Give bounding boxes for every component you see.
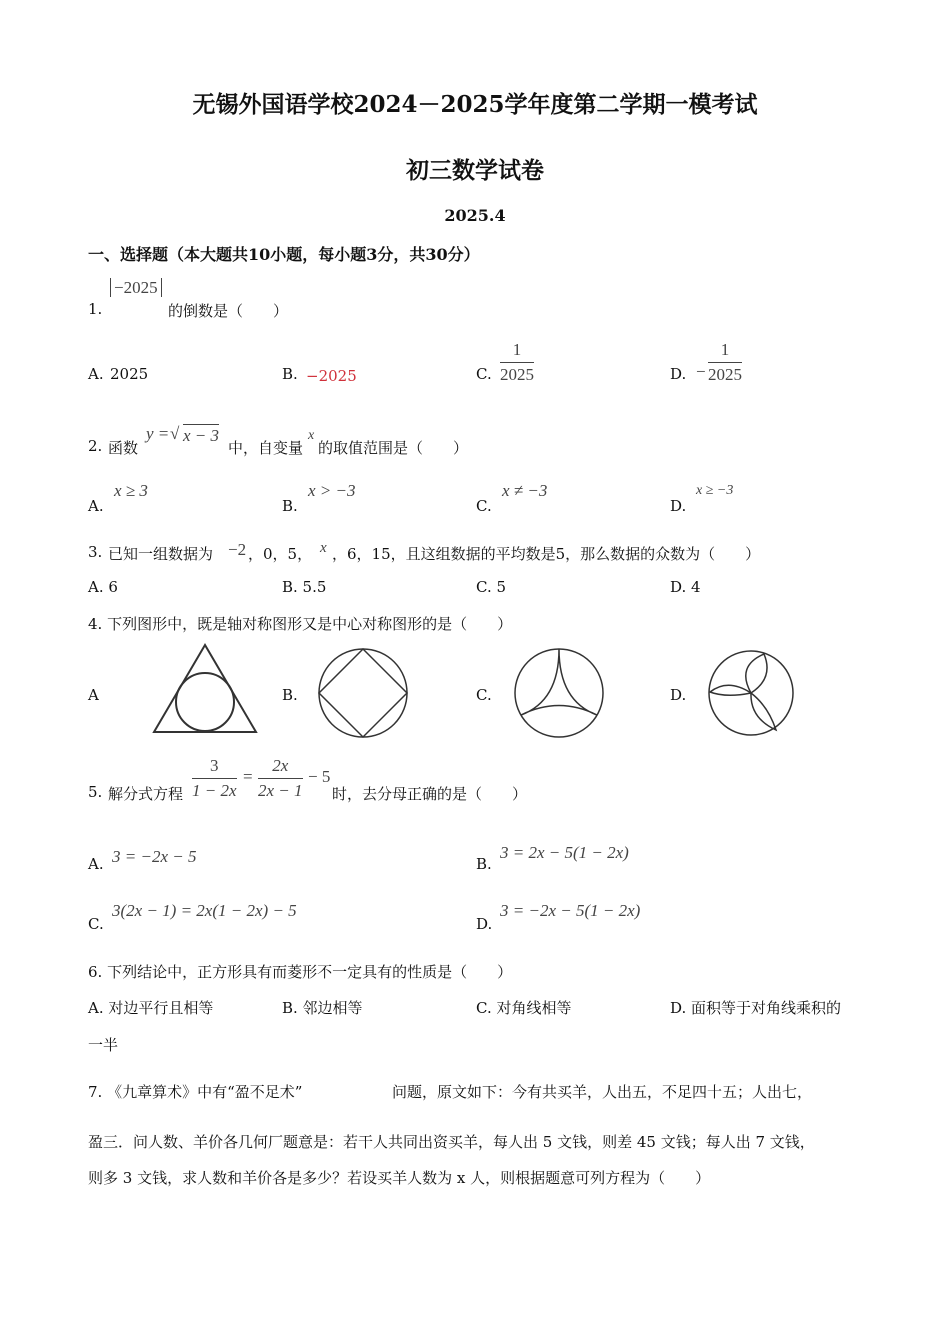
- option-a-label: A.: [88, 365, 104, 383]
- question-number: 1.: [88, 300, 103, 318]
- option-c: 3(2x − 1) = 2x(1 − 2x) − 5: [112, 901, 297, 920]
- question-number: 5.: [88, 783, 103, 801]
- option-a: 3 = −2x − 5: [112, 847, 197, 866]
- option-d: x ≥ −3: [696, 483, 734, 498]
- option-b-label: B.: [282, 365, 298, 383]
- option-b-label: B.: [476, 855, 492, 873]
- option-a-label: A.: [88, 497, 104, 515]
- option-b: x > −3: [308, 481, 356, 500]
- option-d-label: D.: [670, 365, 687, 383]
- exam-subtitle: 初三数学试卷: [406, 157, 544, 184]
- option-b: −2025: [306, 367, 357, 385]
- circle-three-petals-figure: [706, 648, 796, 738]
- abs-expression: −2025: [110, 278, 162, 298]
- exam-title: 无锡外国语学校2024－2025学年度第二学期一模考试: [192, 91, 758, 118]
- question-text-line3: 则多 3 文钱，求人数和羊价各是多少？若设买羊人数为 x 人，则根据题意可列方程为（ ）: [88, 1169, 711, 1187]
- sqrt-symbol: √: [170, 424, 180, 443]
- value-neg-two: −2: [228, 540, 247, 559]
- option-d-fraction: 1 2025: [708, 340, 742, 384]
- fraction-left: 3 1 − 2x: [192, 756, 237, 800]
- exam-date: 2025.4: [444, 206, 506, 225]
- question-text-line2: 盈三．问人数、羊价各几何厂题意是：若干人共同出资买羊，每人出 5 文钱，则差 45 文钱；每人出 7 文钱，: [88, 1133, 815, 1151]
- question-text: 4. 下列图形中，既是轴对称图形又是中心对称图形的是（ ）: [88, 615, 513, 633]
- option-d-sign: −: [696, 362, 706, 381]
- fraction-right: 2x 2x − 1: [258, 756, 303, 800]
- triangle-incircle-figure: [150, 642, 260, 734]
- section-heading: 一、选择题（本大题共10小题，每小题3分，共30分）: [88, 245, 480, 264]
- question-text-mid: 中，自变量: [228, 439, 304, 457]
- question-number: 2.: [88, 437, 103, 455]
- question-text-pre: 函数: [108, 439, 139, 457]
- circle-curved-triangle-figure: [512, 646, 606, 740]
- option-a-label: A: [88, 686, 99, 704]
- option-c: C. 对角线相等: [476, 999, 572, 1017]
- option-a: A. 对边平行且相等: [88, 999, 214, 1017]
- option-d: D. 面积等于对角线乘积的: [670, 999, 842, 1017]
- circle-square-figure: [316, 646, 410, 740]
- question-text-1: 已知一组数据为: [108, 545, 214, 563]
- option-d: D. 4: [670, 578, 701, 596]
- option-d: 3 = −2x − 5(1 − 2x): [500, 901, 641, 920]
- option-c-label: C.: [88, 915, 104, 933]
- option-b: B. 5.5: [282, 578, 327, 596]
- option-d-continued: 一半: [88, 1036, 119, 1054]
- minus-five: − 5: [308, 767, 331, 786]
- question-text-post: 时，去分母正确的是（ ）: [332, 785, 528, 803]
- option-b: B. 邻边相等: [282, 999, 363, 1017]
- option-c: C. 5: [476, 578, 507, 596]
- option-c-fraction: 1 2025: [500, 340, 534, 384]
- option-d-label: D.: [476, 915, 493, 933]
- option-b-label: B.: [282, 497, 298, 515]
- option-d-label: D.: [670, 497, 687, 515]
- option-a: 2025: [110, 365, 149, 383]
- question-text-2: ，0，5，: [248, 545, 313, 563]
- question-text-3: ，6，15，且这组数据的平均数是5，那么数据的众数为（ ）: [332, 545, 761, 563]
- option-b: 3 = 2x − 5(1 − 2x): [500, 843, 629, 862]
- question-text: 6. 下列结论中，正方形具有而菱形不一定具有的性质是（ ）: [88, 963, 513, 981]
- option-c-label: C.: [476, 686, 492, 704]
- option-d-label: D.: [670, 686, 687, 704]
- option-c-label: C.: [476, 365, 492, 383]
- option-c: x ≠ −3: [502, 481, 548, 500]
- function-lhs: y =: [146, 424, 170, 443]
- option-b-label: B.: [282, 686, 298, 704]
- equals-sign: =: [243, 767, 253, 786]
- question-text-line1a: 7. 《九章算术》中有“盈不足术”: [88, 1083, 303, 1101]
- question-text: 的倒数是（ ）: [168, 302, 289, 320]
- option-a: x ≥ 3: [114, 481, 148, 500]
- option-a: A. 6: [88, 578, 118, 596]
- variable-x: x: [308, 428, 315, 443]
- radicand: x − 3: [183, 426, 220, 445]
- option-a-label: A.: [88, 855, 104, 873]
- question-text-pre: 解分式方程: [108, 785, 184, 803]
- question-text-line1b: 问题，原文如下：今有共买羊，人出五，不足四十五；人出七，: [392, 1083, 813, 1101]
- question-text-post: 的取值范围是（ ）: [318, 439, 469, 457]
- value-x: x: [320, 540, 327, 556]
- question-number: 3.: [88, 543, 103, 561]
- option-c-label: C.: [476, 497, 492, 515]
